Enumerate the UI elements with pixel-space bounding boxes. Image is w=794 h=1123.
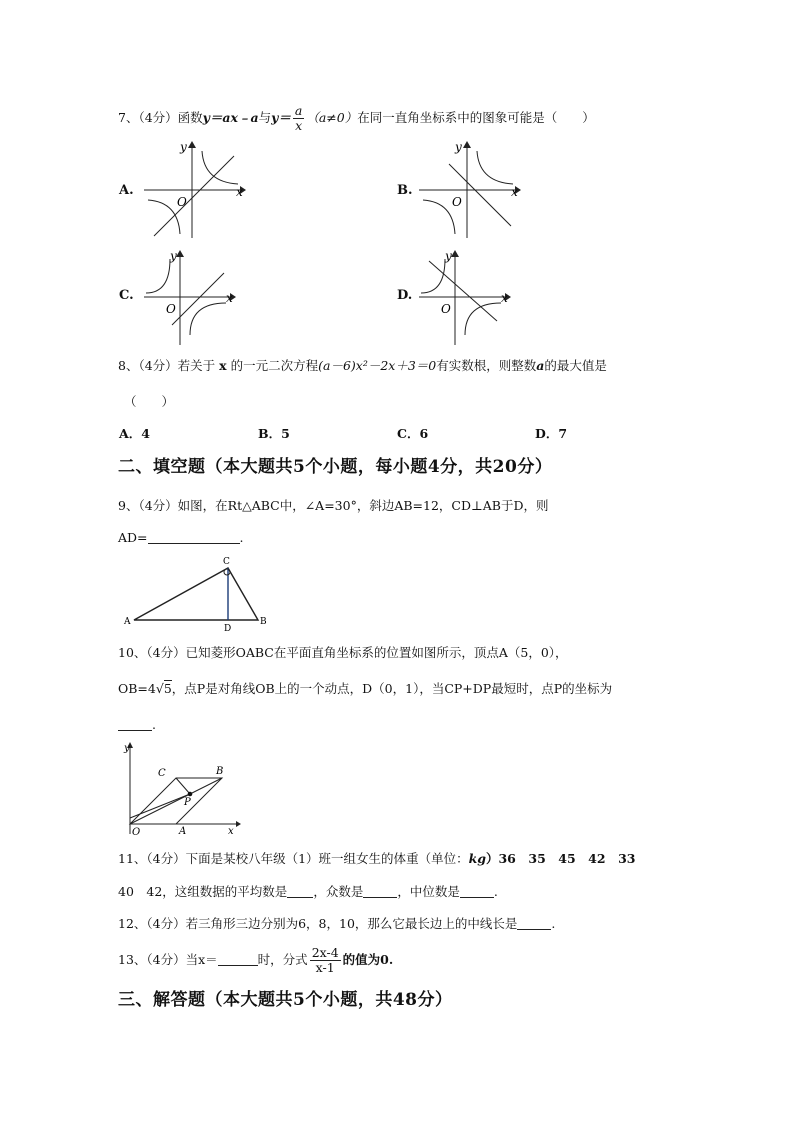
q9-answer-blank[interactable] bbox=[148, 531, 240, 544]
q7-option-b-label: B. bbox=[397, 183, 413, 198]
q10-stem: 10、（4分）已知菱形OABC在平面直角坐标系的位置如图所示，顶点A（5，0）， bbox=[118, 645, 568, 660]
svg-text:A: A bbox=[124, 617, 131, 627]
svg-text:y: y bbox=[455, 140, 462, 154]
q8-paren: （ ） bbox=[124, 394, 175, 409]
q8-choice-a: A．4 bbox=[119, 426, 150, 441]
section-2-heading: 二、填空题（本大题共5个小题，每小题4分，共20分） bbox=[118, 457, 553, 477]
q7-option-a-label: A. bbox=[119, 183, 134, 198]
q8-choice-c: C．6 bbox=[397, 426, 429, 441]
svg-text:O: O bbox=[132, 827, 141, 838]
q12-answer-blank[interactable] bbox=[517, 917, 551, 930]
q13-stem: 13、（4分）当x＝ 时，分式 $\frac{2x-4}{x-1}$ 的值为0. bbox=[118, 945, 394, 975]
svg-text:y: y bbox=[180, 140, 187, 154]
svg-text:x: x bbox=[511, 185, 518, 199]
q9-triangle-figure bbox=[120, 554, 270, 634]
q9-answer-line: AD= . bbox=[118, 530, 244, 545]
q13-answer-blank[interactable] bbox=[218, 953, 258, 966]
q7-option-d-label: D. bbox=[397, 288, 413, 303]
svg-text:x: x bbox=[226, 291, 233, 305]
q10-stem-2: OB=4√5，点P是对角线OB上的一个动点，D（0，1），当CP+DP最短时，点P的坐标为 bbox=[118, 681, 613, 696]
q7-graph-a bbox=[140, 138, 250, 240]
svg-text:x: x bbox=[236, 185, 243, 199]
svg-text:D: D bbox=[224, 624, 232, 634]
q7-graph-d bbox=[415, 245, 525, 347]
svg-text:P: P bbox=[184, 797, 191, 808]
q13-fraction: $\frac{2x-4}{x-1}$ bbox=[311, 945, 339, 975]
svg-text:A: A bbox=[179, 826, 187, 837]
q7-option-c-label: C. bbox=[119, 288, 134, 303]
q7-fraction: $\frac{a}{x}$ bbox=[294, 103, 303, 133]
q7-stem: 7、（4分）函数y＝ax﹣a与y＝ $\frac{a}{x}$ （a≠0）在同一直角坐标系中的图象可能是（ ） bbox=[118, 103, 595, 133]
q8-choice-d: D．7 bbox=[535, 426, 568, 441]
q11-stem-2: 40 42，这组数据的平均数是 ，众数是 ，中位数是 . bbox=[118, 884, 498, 899]
svg-text:x: x bbox=[501, 291, 508, 305]
svg-text:O: O bbox=[177, 195, 187, 209]
svg-text:B: B bbox=[216, 766, 224, 777]
svg-text:x: x bbox=[228, 826, 234, 837]
q11-stem: 11、（4分）下面是某校八年级（1）班一组女生的体重（单位：kg）36 35 45 42 33 bbox=[118, 851, 636, 866]
svg-text:O: O bbox=[452, 195, 462, 209]
section-3-heading: 三、解答题（本大题共5个小题，共48分） bbox=[118, 990, 453, 1010]
q8-choice-b: B．5 bbox=[258, 426, 290, 441]
q7-graph-c bbox=[140, 245, 250, 347]
svg-text:y: y bbox=[170, 249, 177, 263]
q7-number: 7、（4分） bbox=[118, 110, 178, 125]
sqrt-symbol: √ bbox=[155, 681, 164, 696]
q10-answer-blank[interactable] bbox=[118, 718, 152, 731]
q11-mode-blank[interactable] bbox=[363, 885, 397, 898]
svg-text:y: y bbox=[445, 249, 452, 263]
q9-stem: 9、（4分）如图，在Rt△ABC中，∠A=30°，斜边AB=12，CD⊥AB于D，则 bbox=[118, 498, 549, 513]
q8-equation: (a－6)x²－2x＋3＝0 bbox=[318, 358, 437, 373]
svg-text:O: O bbox=[441, 302, 451, 316]
svg-text:B: B bbox=[260, 617, 267, 627]
q11-mean-blank[interactable] bbox=[287, 885, 313, 898]
svg-text:C: C bbox=[158, 768, 166, 779]
q8-stem: 8、（4分）若关于 x 的一元二次方程(a－6)x²－2x＋3＝0有实数根，则整数a的最大值是 bbox=[118, 358, 607, 373]
svg-text:O: O bbox=[166, 302, 176, 316]
svg-text:C: C bbox=[223, 557, 230, 567]
q12-stem: 12、（4分）若三角形三边分别为6，8，10，那么它最长边上的中线长是 . bbox=[118, 916, 556, 931]
q10-rhombus-figure bbox=[118, 738, 248, 840]
q7-graph-b bbox=[415, 138, 525, 240]
q11-median-blank[interactable] bbox=[460, 885, 494, 898]
svg-text:y: y bbox=[124, 743, 130, 754]
q8-number: 8、（4分） bbox=[118, 358, 178, 373]
q10-answer-line: . bbox=[118, 718, 156, 732]
